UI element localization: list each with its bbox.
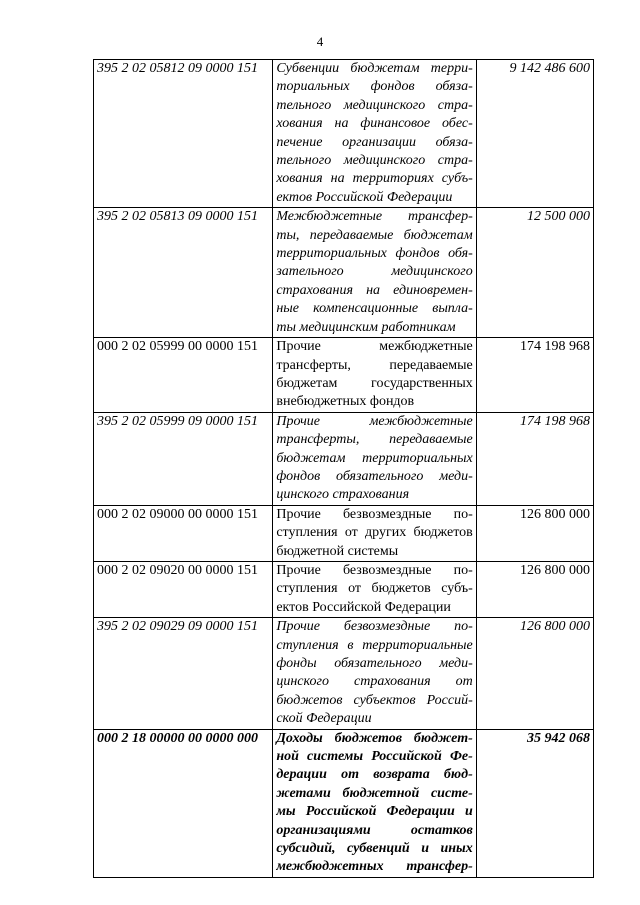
amount-value: 12 500 000 bbox=[476, 208, 593, 338]
description-line: Прочие безвозмездные по- bbox=[276, 619, 473, 635]
description-line: зательного медицинского bbox=[276, 264, 473, 280]
description-line: бюджетов субъектов Россий- bbox=[276, 692, 473, 708]
description-line: субсидий, субвенций и иных bbox=[276, 841, 473, 857]
budget-classification-code: 000 2 18 00000 00 0000 000 bbox=[94, 729, 273, 877]
description-line: Субвенции бюджетам терри- bbox=[276, 61, 473, 76]
description-line: ской Федерации bbox=[276, 711, 372, 727]
description-line: фондов обязательного меди- bbox=[276, 468, 473, 484]
description-line: ные компенсационные выпла- bbox=[276, 301, 473, 317]
description-line: печение организации обяза- bbox=[276, 134, 473, 150]
revenue-description bbox=[273, 208, 476, 338]
description-line: тельного медицинского стра- bbox=[276, 153, 473, 169]
revenue-description bbox=[273, 618, 476, 729]
revenue-description bbox=[273, 60, 476, 208]
description-line: ектов Российской Федерации bbox=[276, 599, 451, 615]
budget-revenue-table bbox=[93, 59, 594, 878]
amount-value: 174 198 968 bbox=[476, 338, 593, 413]
description-line: ты, передаваемые бюджетам bbox=[276, 227, 473, 243]
table-row bbox=[94, 561, 594, 617]
description-line: бюджетной системы bbox=[276, 543, 399, 559]
description-line: хования на территориях субъ- bbox=[276, 171, 473, 187]
description-line: Доходы бюджетов бюджет- bbox=[276, 730, 473, 746]
amount-value: 35 942 068 bbox=[476, 729, 593, 877]
budget-classification-code: 395 2 02 05999 09 0000 151 bbox=[94, 412, 273, 505]
description-line: ступления в территориальные bbox=[276, 637, 473, 653]
description-line: мы Российской Федерации и bbox=[276, 804, 473, 820]
page-number: 4 bbox=[316, 34, 324, 49]
description-line: цинского страхования от bbox=[276, 674, 473, 690]
description-line: цинского страхования bbox=[276, 487, 410, 503]
description-line: Межбюджетные трансфер- bbox=[276, 209, 473, 225]
description-line: ступления от других бюджетов bbox=[276, 525, 473, 541]
description-line: тельного медицинского стра- bbox=[276, 97, 473, 113]
amount-value: 126 800 000 bbox=[476, 618, 593, 729]
description-line: внебюджетных фондов bbox=[276, 394, 415, 410]
description-line: фонды обязательного меди- bbox=[276, 656, 473, 671]
budget-classification-code: 395 2 02 09029 09 0000 151 bbox=[94, 618, 273, 729]
table-row bbox=[94, 60, 594, 208]
amount-value: 126 800 000 bbox=[476, 505, 593, 561]
description-line: Прочие межбюджетные bbox=[276, 339, 473, 355]
description-line: дерации от возврата бюд- bbox=[276, 767, 473, 783]
revenue-description bbox=[273, 729, 476, 877]
description-line: жетами бюджетной систе- bbox=[276, 785, 473, 801]
description-line: ступления от бюджетов субъ- bbox=[276, 581, 473, 597]
revenue-description bbox=[273, 338, 476, 413]
revenue-description bbox=[273, 505, 476, 561]
table-row bbox=[94, 729, 594, 877]
table-row bbox=[94, 618, 594, 729]
revenue-description bbox=[273, 561, 476, 617]
description-line: трансферты, передаваемые bbox=[276, 357, 473, 373]
table-row bbox=[94, 505, 594, 561]
description-line: Прочие безвозмездные по- bbox=[276, 506, 473, 522]
description-line: бюджетам территориальных bbox=[276, 450, 473, 466]
description-line: ты медицинским работникам bbox=[276, 319, 456, 335]
description-line: Прочие безвозмездные по- bbox=[276, 562, 473, 578]
revenue-description bbox=[273, 412, 476, 505]
budget-classification-code: 000 2 02 09020 00 0000 151 bbox=[94, 561, 273, 617]
budget-classification-code: 395 2 02 05813 09 0000 151 bbox=[94, 208, 273, 338]
budget-classification-code: 000 2 02 05999 00 0000 151 bbox=[94, 338, 273, 413]
description-line: ектов Российской Федерации bbox=[276, 189, 453, 205]
table-row bbox=[94, 208, 594, 338]
description-line: ной системы Российской Фе- bbox=[276, 749, 473, 765]
description-line: хования на финансовое обес- bbox=[276, 116, 473, 132]
description-line: организациями остатков bbox=[276, 822, 473, 838]
budget-classification-code: 000 2 02 09000 00 0000 151 bbox=[94, 505, 273, 561]
description-line: страхования на единовремен- bbox=[276, 282, 473, 298]
amount-value: 174 198 968 bbox=[476, 412, 593, 505]
description-line: бюджетам государственных bbox=[276, 375, 473, 391]
budget-classification-code: 395 2 02 05812 09 0000 151 bbox=[94, 60, 273, 208]
table-body bbox=[94, 60, 594, 878]
amount-value: 9 142 486 600 bbox=[476, 60, 593, 208]
description-line: Прочие межбюджетные bbox=[276, 413, 473, 429]
description-line: трансферты, передаваемые bbox=[276, 432, 473, 448]
table-row bbox=[94, 412, 594, 505]
table-row bbox=[94, 338, 594, 413]
amount-value: 126 800 000 bbox=[476, 561, 593, 617]
description-line: территориальных фондов обя- bbox=[276, 246, 473, 262]
description-line: межбюджетных трансфер- bbox=[276, 859, 473, 875]
description-line: ториальных фондов обяза- bbox=[276, 79, 473, 95]
